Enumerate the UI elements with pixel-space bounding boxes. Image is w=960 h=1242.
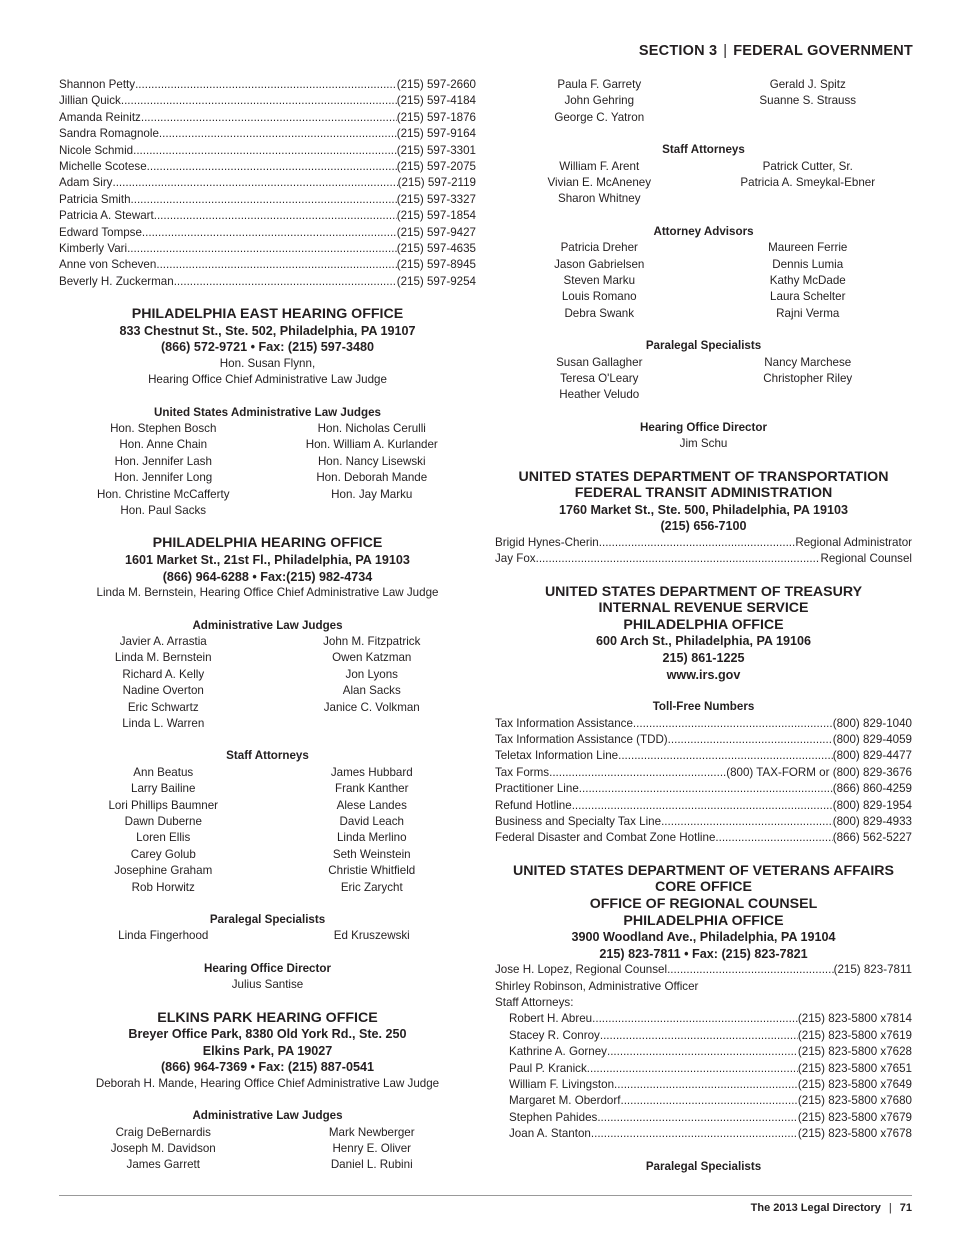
tollfree-row-value: (800) 829-4477 (832, 749, 912, 763)
tollfree-row (495, 781, 912, 797)
va-address: 3900 Woodland Ave., Philadelphia, PA 19104 (571, 930, 836, 945)
name-cell: John M. Fitzpatrick (323, 635, 421, 649)
irs-address: 600 Arch St., Philadelphia, PA 19106 (595, 634, 812, 649)
staff-list (495, 159, 912, 208)
name-cell: Gerald J. Spitz (769, 78, 846, 91)
elkins-office-address2: Elkins Park, PA 19027 (202, 1043, 333, 1058)
header-separator: | (723, 43, 728, 59)
dot-leader (112, 175, 397, 191)
va-counsel-phone: (215) 823-7811 (833, 963, 912, 977)
page-footer (751, 1202, 912, 1214)
phone-list-row-value: (215) 597-9254 (396, 274, 476, 288)
dot-leader (141, 110, 397, 126)
phone-list-row-label: Beverly H. Zuckerman (59, 274, 174, 288)
phone-list-row (59, 77, 476, 93)
director-name: Jim Schu (679, 437, 728, 451)
dot-leader (127, 241, 397, 257)
name-cell: Henry E. Oliver (332, 1142, 412, 1156)
phone-list-row-value: (215) 597-1876 (396, 110, 476, 124)
elkins-alj-heading: Administrative Law Judges (192, 1109, 343, 1123)
phone-list-row-label: Sandra Romagnole (59, 127, 159, 141)
name-cell: Jon Lyons (345, 667, 398, 681)
phone-list-row (59, 159, 476, 175)
dot-leader (154, 208, 397, 224)
name-cell (704, 387, 913, 403)
name-cell: Paula F. Garrety (557, 78, 642, 91)
name-cell: Hon. Nicholas Cerulli (317, 422, 426, 436)
phone-list-row-label: Kimberly Vari (59, 241, 128, 255)
phone-list-row-value: (215) 597-8945 (396, 258, 476, 272)
tollfree-row (495, 732, 912, 748)
elkins-office-phone: (866) 964-7369 • Fax: (215) 887-0541 (160, 1060, 375, 1075)
name-cell: Eric Zarycht (340, 880, 403, 894)
phone-list (59, 77, 476, 290)
dot-entry (495, 535, 912, 551)
phone-list-row-value: (215) 597-9164 (396, 127, 476, 141)
tollfree-row (495, 765, 912, 781)
va-paralegal-heading: Paralegal Specialists (645, 1159, 762, 1173)
right-column (495, 77, 912, 1175)
phila-director-heading: Hearing Office Director (204, 961, 331, 975)
va-staff-row-value: (215) 823-5800 x7651 (797, 1061, 912, 1075)
phone-list-row-label: Edward Tompse (59, 225, 142, 239)
va-staff-row-value: (215) 823-5800 x7679 (797, 1110, 912, 1124)
name-cell: Teresa O'Leary (560, 371, 639, 385)
name-cell: Janice C. Volkman (323, 700, 420, 714)
phila-office-phone: (866) 964-6288 • Fax:(215) 982-4734 (162, 569, 373, 584)
name-cell: George C. Yatron (554, 110, 645, 124)
dot-leader (142, 225, 397, 241)
tollfree-list (495, 716, 912, 847)
name-cell: Ed Kruszewski (333, 929, 410, 943)
name-cell: Maureen Ferrie (768, 241, 848, 255)
footer-separator: | (888, 1202, 892, 1214)
name-cell: Patricia A. Smeykal-Ebner (740, 175, 876, 189)
irs-phone: 215) 861-1225 (662, 651, 745, 666)
name-cell: Linda L. Warren (122, 716, 205, 730)
irs-title3: PHILADELPHIA OFFICE (623, 616, 784, 633)
phone-list-row-value: (215) 597-2075 (396, 159, 476, 173)
phone-list-row-value: (215) 597-3327 (396, 192, 476, 206)
name-cell (268, 503, 477, 519)
left-column (59, 77, 476, 1174)
dot-entry-label: Jay Fox (495, 552, 536, 566)
va-staff-row-label: Stacey R. Conroy (509, 1028, 600, 1042)
va-staff-row-label: Kathrine A. Gorney (509, 1045, 607, 1059)
dot-entry (495, 551, 912, 567)
name-cell: Frank Kanther (335, 782, 409, 796)
dot-leader (536, 551, 821, 567)
tollfree-row-value: (800) 829-1040 (832, 716, 912, 730)
elkins-alj-list (59, 1125, 476, 1174)
name-cell: Mark Newberger (328, 1125, 415, 1139)
va-staff-row-label: Stephen Pahides (509, 1110, 598, 1124)
name-cell (704, 191, 913, 207)
dot-leader (592, 1011, 798, 1027)
phila-staff-list (59, 765, 476, 896)
va-phone: 215) 823-7811 • Fax: (215) 823-7821 (599, 946, 808, 961)
name-cell: Nadine Overton (122, 684, 204, 698)
dot-leader (133, 143, 397, 159)
name-cell: Vivian E. McAneney (547, 175, 652, 189)
va-title4: PHILADELPHIA OFFICE (623, 912, 784, 929)
paralegal-heading: Paralegal Specialists (645, 339, 762, 353)
tollfree-row (495, 716, 912, 732)
name-cell: Daniel L. Rubini (330, 1158, 413, 1172)
phone-list-row-label: Nicole Schmid (59, 143, 134, 157)
name-cell: Loren Ellis (136, 831, 191, 845)
elkins-office-address1: Breyer Office Park, 8380 Old York Rd., Ste. 250 (128, 1027, 407, 1042)
name-cell: Craig DeBernardis (115, 1125, 211, 1139)
name-cell: James Hubbard (330, 765, 413, 779)
dot-entry-value: Regional Counsel (820, 552, 912, 566)
name-cell: Hon. Jennifer Lash (114, 454, 212, 468)
section-label: SECTION 3 (638, 43, 718, 59)
elkins-office-title: ELKINS PARK HEARING OFFICE (157, 1009, 378, 1026)
tollfree-row-value: (800) 829-4933 (832, 814, 912, 828)
phila-chief: Linda M. Bernstein, Hearing Office Chief Administrative Law Judge (96, 586, 439, 600)
dot-address: 1760 Market St., Ste. 500, Philadelphia, PA 19103 (558, 502, 849, 517)
dot-leader (587, 1061, 798, 1077)
name-cell: Richard A. Kelly (122, 667, 205, 681)
phila-director: Julius Santise (231, 978, 304, 992)
name-cell: Eric Schwartz (127, 700, 199, 714)
phila-paralegal-heading: Paralegal Specialists (209, 912, 326, 926)
va-staff-row-label: Margaret M. Oberdorf (509, 1094, 621, 1108)
name-cell: Steven Marku (563, 273, 636, 287)
section-title: FEDERAL GOVERNMENT (733, 43, 913, 59)
name-cell: Hon. Anne Chain (119, 438, 208, 452)
dot-leader (667, 962, 834, 978)
tollfree-row-value: (800) TAX-FORM or (800) 829-3676 (726, 765, 912, 779)
phone-list-row (59, 208, 476, 224)
va-staff-row (509, 1126, 912, 1142)
name-cell: Hon. Paul Sacks (120, 504, 207, 518)
va-officer: Shirley Robinson, Administrative Officer (495, 979, 699, 993)
name-cell: Hon. Jay Marku (331, 487, 413, 501)
name-cell: Jason Gabrielsen (554, 257, 645, 271)
phila-paralegal-list (59, 928, 476, 944)
name-cell: Alese Landes (336, 798, 407, 812)
name-cell: Hon. Nancy Lisewski (317, 454, 426, 468)
va-staff-row-value: (215) 823-5800 x7628 (797, 1045, 912, 1059)
phone-list-row-value: (215) 597-2119 (397, 176, 476, 190)
tollfree-row-label: Tax Forms (495, 765, 550, 779)
va-staff-row (509, 1044, 912, 1060)
phone-list-row (59, 192, 476, 208)
va-staff-row-label: Joan A. Stanton (509, 1127, 591, 1141)
dot-leader (620, 1093, 797, 1109)
name-cell: Linda M. Bernstein (114, 651, 212, 665)
name-cell: Lori Phillips Baumner (108, 798, 219, 812)
name-cell: John Gehring (564, 94, 635, 108)
phila-alj-heading: Administrative Law Judges (192, 618, 343, 632)
name-cell: Hon. William A. Kurlander (305, 438, 438, 452)
dot-entry-value: Regional Administrator (795, 535, 912, 549)
dot-leader (599, 535, 796, 551)
name-cell: Owen Katzman (332, 651, 412, 665)
dot-leader (579, 781, 833, 797)
dot-leader (174, 274, 397, 290)
name-cell: Joseph M. Davidson (110, 1142, 216, 1156)
phila-office-title: PHILADELPHIA HEARING OFFICE (152, 535, 383, 552)
east-judges-list (59, 421, 476, 519)
phila-staff-heading: Staff Attorneys (226, 749, 309, 763)
dot-title1: UNITED STATES DEPARTMENT OF TRANSPORTATION (518, 468, 889, 485)
phone-list-row (59, 110, 476, 126)
dot-leader (715, 830, 832, 846)
phone-list-row (59, 241, 476, 257)
publication-title: The 2013 Legal Directory (750, 1202, 881, 1214)
dot-leader (618, 748, 833, 764)
name-cell: Linda Fingerhood (118, 929, 209, 943)
va-title3: OFFICE OF REGIONAL COUNSEL (589, 895, 818, 912)
dot-leader (159, 126, 397, 142)
elkins-chief: Deborah H. Mande, Hearing Office Chief Administrative Law Judge (95, 1076, 440, 1090)
east-office-phone: (866) 572-9721 • Fax: (215) 597-3480 (160, 340, 375, 355)
va-staff-row (509, 1061, 912, 1077)
tollfree-row-value: (866) 860-4259 (832, 782, 912, 796)
east-office-title: PHILADELPHIA EAST HEARING OFFICE (131, 306, 404, 323)
name-cell: Heather Veludo (559, 388, 640, 402)
name-cell: Christopher Riley (763, 371, 853, 385)
tollfree-row-value: (800) 829-4059 (832, 733, 912, 747)
name-cell: Hon. Christine McCafferty (96, 487, 230, 501)
dot-leader (135, 77, 397, 93)
dot-title2: FEDERAL TRANSIT ADMINISTRATION (574, 485, 833, 502)
name-cell: David Leach (339, 814, 404, 828)
phone-list-row-value: (215) 597-4184 (396, 94, 476, 108)
va-staff-row (509, 1011, 912, 1027)
footer-rule (59, 1195, 912, 1196)
east-office-address: 833 Chestnut St., Ste. 502, Philadelphia, PA 19107 (119, 323, 416, 338)
name-cell: Hon. Jennifer Long (114, 471, 213, 485)
name-cell: Susan Gallagher (556, 355, 643, 369)
name-cell: Javier A. Arrastia (119, 635, 207, 649)
name-cell: Ann Beatus (133, 765, 194, 779)
name-cell: Seth Weinstein (332, 847, 411, 861)
tollfree-row-label: Business and Specialty Tax Line (495, 814, 662, 828)
phone-list-row-value: (215) 597-9427 (396, 225, 476, 239)
phila-office-address: 1601 Market St., 21st Fl., Philadelphia, PA 19103 (125, 553, 410, 568)
east-chief-title: Hearing Office Chief Administrative Law Judge (148, 373, 387, 387)
va-staff-row-value: (215) 823-5800 x7678 (797, 1127, 912, 1141)
phone-list-row-value: (215) 597-1854 (396, 209, 476, 223)
name-cell: Sharon Whitney (558, 192, 641, 206)
phone-list-row-label: Jillian Quick (59, 94, 121, 108)
va-counsel-name: Jose H. Lopez, Regional Counsel (495, 963, 668, 977)
va-staff-list (495, 1011, 912, 1142)
name-cell: Christie Whitfield (328, 864, 416, 878)
va-counsel (495, 962, 912, 978)
phone-list-row (59, 225, 476, 241)
tollfree-row (495, 814, 912, 830)
phone-list-row-value: (215) 597-2660 (396, 78, 476, 91)
tollfree-row-label: Federal Disaster and Combat Zone Hotline (495, 831, 716, 845)
phone-list-row-value: (215) 597-3301 (396, 143, 476, 157)
va-staff-label: Staff Attorneys: (495, 996, 574, 1010)
name-cell: James Garrett (126, 1158, 200, 1172)
advisors-heading: Attorney Advisors (653, 224, 754, 238)
phone-list-row-value: (215) 597-4635 (396, 241, 476, 255)
name-cell: Patrick Cutter, Sr. (762, 159, 853, 173)
phone-list-row (59, 126, 476, 142)
name-cell: Suanne S. Strauss (759, 94, 857, 108)
va-title1: UNITED STATES DEPARTMENT OF VETERANS AFFAIRS (513, 862, 894, 879)
va-staff-row (509, 1077, 912, 1093)
dot-leader (633, 716, 833, 732)
va-staff-row-value: (215) 823-5800 x7814 (797, 1012, 912, 1026)
page-header (639, 43, 913, 59)
irs-title2: INTERNAL REVENUE SERVICE (598, 600, 809, 617)
va-staff-row (509, 1110, 912, 1126)
phone-list-row (59, 274, 476, 290)
name-cell: Patricia Dreher (560, 241, 638, 255)
name-cell: William F. Arent (559, 159, 640, 173)
phone-list-row-label: Patricia A. Stewart (59, 209, 154, 223)
tollfree-row-label: Practitioner Line (495, 782, 579, 796)
phone-list-row-label: Shannon Petty (59, 78, 136, 91)
phone-list-row-label: Anne von Scheven (59, 258, 157, 272)
irs-website[interactable]: www.irs.gov (666, 667, 741, 682)
dot-entry-label: Brigid Hynes-Cherin (495, 535, 599, 549)
staff-heading: Staff Attorneys (662, 143, 745, 157)
phone-list-row (59, 257, 476, 273)
phone-list-row-label: Amanda Reinitz (59, 110, 141, 124)
tollfree-row-label: Refund Hotline (495, 798, 572, 812)
tollfree-row-value: (800) 829-1954 (832, 798, 912, 812)
dot-leader (607, 1044, 798, 1060)
dot-leader (591, 1126, 798, 1142)
tollfree-heading: Toll-Free Numbers (652, 700, 755, 714)
east-judges-heading: United States Administrative Law Judges (154, 405, 381, 419)
va-staff-row-label: Paul P. Kranick (509, 1061, 587, 1075)
page-number: 71 (899, 1202, 912, 1214)
east-chief-name: Hon. Susan Flynn, (219, 356, 316, 370)
tollfree-row-label: Tax Information Assistance (495, 716, 633, 730)
name-cell: Nancy Marchese (764, 355, 852, 369)
dot-leader (121, 93, 397, 109)
name-cell: Alan Sacks (342, 684, 401, 698)
name-cell: Hon. Deborah Mande (316, 471, 428, 485)
name-cell: Rob Horwitz (131, 880, 195, 894)
phone-list-row (59, 143, 476, 159)
va-staff-row-value: (215) 823-5800 x7680 (797, 1094, 912, 1108)
va-staff-row-value: (215) 823-5800 x7619 (797, 1028, 912, 1042)
va-staff-row-label: Robert H. Abreu (509, 1012, 593, 1026)
dot-leader (597, 1110, 798, 1126)
name-cell: Larry Bailine (131, 782, 196, 796)
tollfree-row (495, 798, 912, 814)
advisors-list (495, 240, 912, 322)
dot-leader (549, 765, 726, 781)
va-title2: CORE OFFICE (655, 879, 752, 896)
name-cell (704, 110, 913, 126)
dot-leader (600, 1028, 798, 1044)
name-cell: Debra Swank (564, 306, 635, 320)
dot-entries (495, 535, 912, 568)
director-heading: Hearing Office Director (640, 420, 767, 434)
tollfree-row-value: (866) 562-5227 (832, 831, 912, 845)
va-staff-row-value: (215) 823-5800 x7649 (797, 1078, 912, 1092)
name-cell: Rajni Verma (776, 306, 840, 320)
dot-leader (668, 732, 833, 748)
tollfree-row-label: Tax Information Assistance (TDD) (495, 733, 668, 747)
va-staff-row-label: William F. Livingston (509, 1078, 615, 1092)
name-cell: Linda Merlino (336, 831, 407, 845)
phone-list-row (59, 93, 476, 109)
name-cell: Dawn Duberne (124, 814, 202, 828)
phone-list-row (59, 175, 476, 191)
name-cell: Kathy McDade (769, 273, 846, 287)
name-cell: Dennis Lumia (772, 257, 844, 271)
name-cell: Laura Schelter (770, 290, 846, 304)
dot-leader (131, 192, 397, 208)
tollfree-row (495, 748, 912, 764)
dot-leader (614, 1077, 798, 1093)
top-names-list (495, 77, 912, 126)
tollfree-row (495, 830, 912, 846)
phone-list-row-label: Adam Siry (59, 176, 113, 190)
dot-leader (572, 798, 833, 814)
dot-leader (156, 257, 396, 273)
phila-alj-list (59, 634, 476, 732)
name-cell: Carey Golub (130, 847, 196, 861)
dot-leader (661, 814, 833, 830)
irs-title1: UNITED STATES DEPARTMENT OF TREASURY (544, 583, 863, 600)
va-staff-row (509, 1028, 912, 1044)
dot-phone: (215) 656-7100 (660, 519, 747, 534)
tollfree-row-label: Teletax Information Line (495, 749, 619, 763)
dot-leader (147, 159, 397, 175)
phone-list-row-label: Michelle Scotese (59, 159, 147, 173)
name-cell: Louis Romano (561, 290, 637, 304)
name-cell (268, 716, 477, 732)
name-cell: Josephine Graham (114, 864, 213, 878)
name-cell: Hon. Stephen Bosch (110, 422, 217, 436)
va-staff-row (509, 1093, 912, 1109)
phone-list-row-label: Patricia Smith (59, 192, 131, 206)
paralegal-list (495, 355, 912, 404)
